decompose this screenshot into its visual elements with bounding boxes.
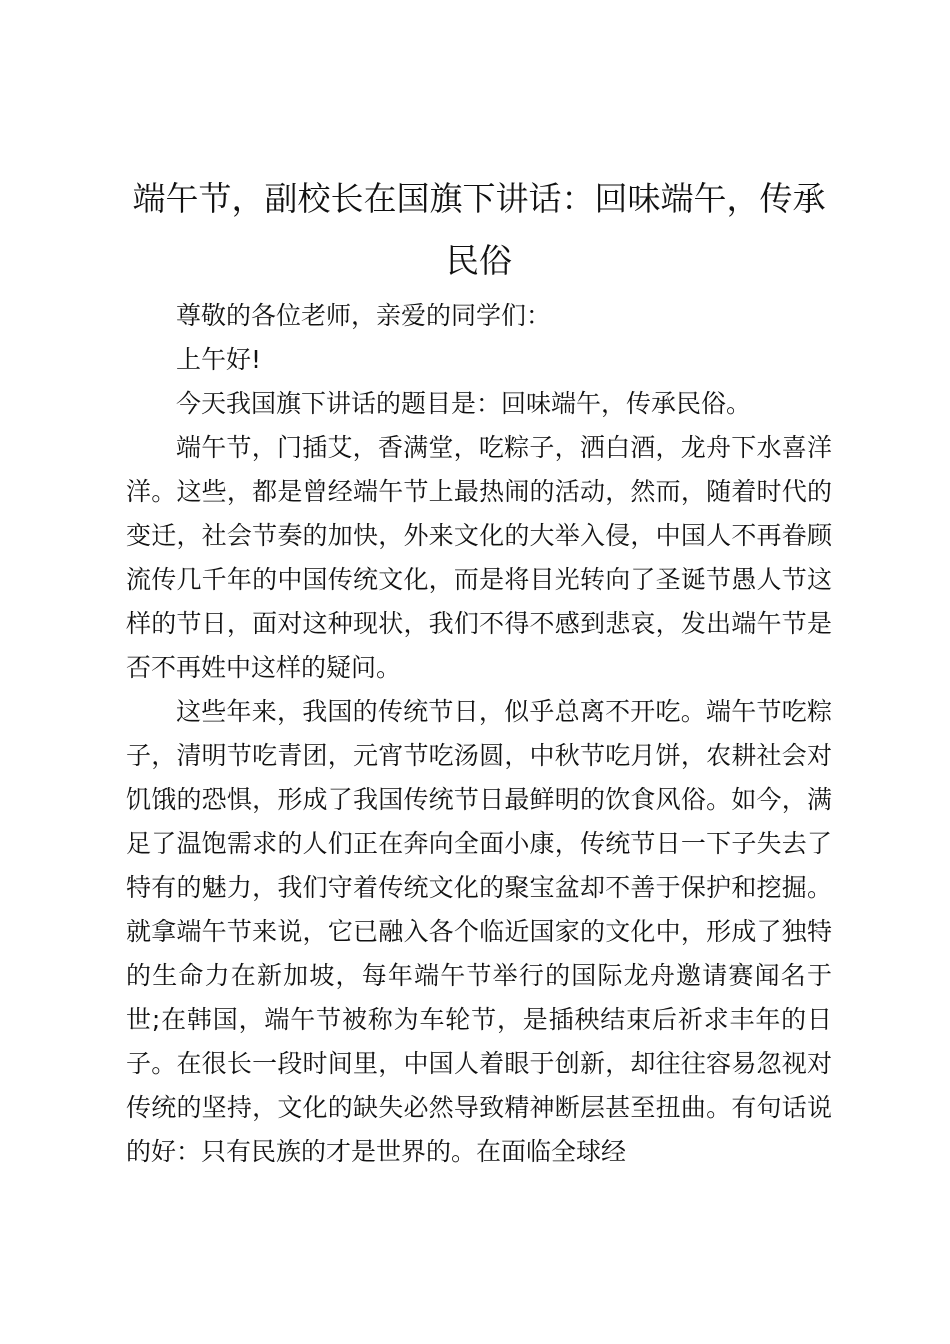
document-page xyxy=(126,168,832,1174)
salutation: 尊敬的各位老师，亲爱的同学们： xyxy=(176,301,552,330)
speech-topic: 今天我国旗下讲话的题目是：回味端午，传承民俗。 xyxy=(176,389,752,418)
document-title: 端午节，副校长在国旗下讲话：回味端午，传承民俗 xyxy=(132,179,826,280)
greeting: 上午好! xyxy=(176,345,262,374)
body-paragraph: 端午节，门插艾，香满堂，吃粽子，洒白酒，龙舟下水喜洋洋。这些，都是曾经端午节上最热闹的活动，然而，随着时代的变迁，社会节奏的加快，外来文化的大举入侵，中国人不再眷顾流传几千年的中国传统文化，而是将目光转向了圣诞节愚人节这样的节日，面对这种现状，我们不得不感到悲哀，发出端午节是否不再姓中这样的疑问。 xyxy=(126,433,832,682)
body-paragraph: 这些年来，我国的传统节日，似乎总离不开吃。端午节吃粽子，清明节吃青团，元宵节吃汤圆，中秋节吃月饼，农耕社会对饥饿的恐惧，形成了我国传统节日最鲜明的饮食风俗。如今，满足了温饱需求的人们正在奔向全面小康，传统节日一下子失去了特有的魅力，我们守着传统文化的聚宝盆却不善于保护和挖掘。就拿端午节来说，它已融入各个临近国家的文化中，形成了独特的生命力在新加坡，每年端午节举行的国际龙舟邀请赛闻名于世;在韩国，端午节被称为车轮节，是插秧结束后祈求丰年的日子。在很长一段时间里，中国人着眼于创新，却往往容易忽视对传统的坚持，文化的缺失必然导致精神断层甚至扭曲。有句话说的好：只有民族的才是世界的。在面临全球经 xyxy=(126,697,832,1166)
